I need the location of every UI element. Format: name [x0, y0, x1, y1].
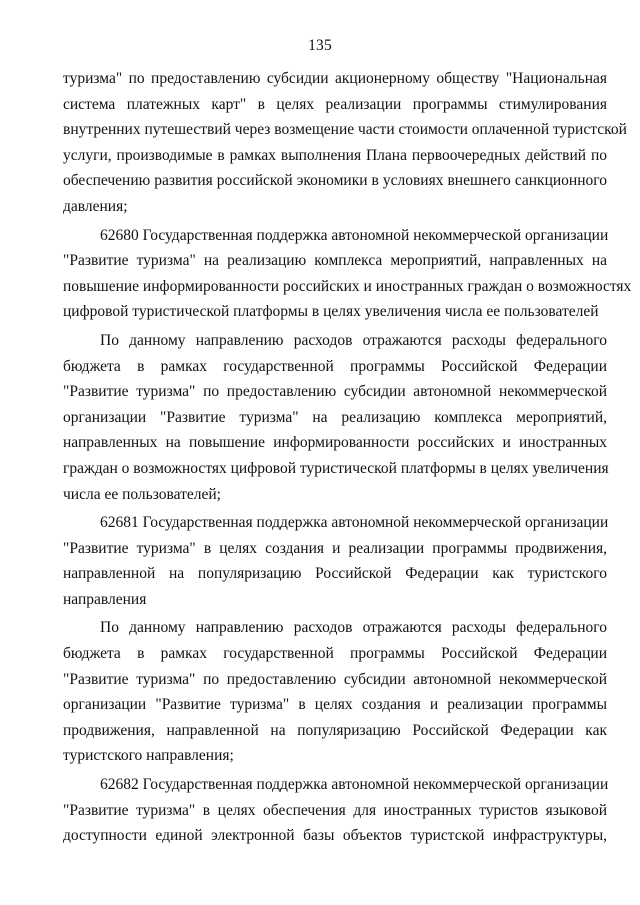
text-line: давления;: [63, 197, 128, 215]
paragraph: [63, 328, 607, 507]
text-line: повышение информированности российских и иностранных граждан о возможностях: [63, 277, 632, 295]
text-line: "Развитие туризма" в целях создания и реализации программы продвижения,: [63, 539, 607, 557]
document-body: [63, 66, 632, 849]
page-number: 135: [308, 37, 332, 54]
text-line: внутренних путешествий через возмещение части стоимости оплаченной туристской: [63, 121, 627, 139]
text-line: организации "Развитие туризма" в целях создания и реализации программы: [63, 696, 607, 714]
paragraph: [63, 223, 632, 325]
text-line: 62680 Государственная поддержка автономной некоммерческой организации: [100, 226, 609, 244]
text-line: 62681 Государственная поддержка автономной некоммерческой организации: [100, 514, 609, 532]
text-line: "Развитие туризма" на реализацию комплекса мероприятий, направленных на: [63, 252, 607, 270]
text-line: обеспечению развития российской экономики в условиях внешнего санкционного: [63, 172, 607, 190]
text-line: туризма" по предоставлению субсидии акционерному обществу "Национальная: [63, 70, 607, 87]
paragraph: [63, 772, 607, 849]
text-line: цифровой туристической платформы в целях увеличения числа ее пользователей: [63, 303, 599, 321]
text-line: продвижения, направленной на популяризацию Российской Федерации как: [63, 721, 607, 739]
text-line: бюджета в рамках государственной программы Российской Федерации: [63, 357, 607, 375]
text-line: услуги, производимые в рамках выполнения Плана первоочередных действий по: [63, 146, 607, 164]
text-line: организации "Развитие туризма" на реализацию комплекса мероприятий,: [63, 408, 607, 426]
text-line: "Развитие туризма" в целях обеспечения для иностранных туристов языковой: [63, 801, 607, 819]
paragraph: [63, 510, 607, 612]
text-line: числа ее пользователей;: [63, 485, 221, 503]
text-line: бюджета в рамках государственной программы Российской Федерации: [63, 645, 607, 663]
text-line: туристского направления;: [63, 747, 234, 765]
text-line: система платежных карт" в целях реализации программы стимулирования: [63, 95, 607, 113]
text-line: граждан о возможностях цифровой туристической платформы в целях увеличения: [63, 459, 609, 477]
text-line: По данному направлению расходов отражаются расходы федерального: [100, 331, 607, 349]
text-line: 62682 Государственная поддержка автономной некоммерческой организации: [100, 776, 609, 794]
paragraph: [63, 615, 607, 769]
text-line: "Развитие туризма" по предоставлению субсидии автономной некоммерческой: [63, 383, 607, 401]
text-line: По данному направлению расходов отражаются расходы федерального: [100, 619, 607, 637]
text-line: доступности единой электронной базы объектов туристской инфраструктуры,: [63, 827, 607, 845]
paragraph: [63, 66, 627, 220]
text-line: "Развитие туризма" по предоставлению субсидии автономной некоммерческой: [63, 670, 607, 688]
text-line: направленных на повышение информированности российских и иностранных: [63, 434, 607, 452]
text-line: направления: [63, 590, 147, 608]
text-line: направленной на популяризацию Российской Федерации как туристского: [63, 565, 607, 583]
